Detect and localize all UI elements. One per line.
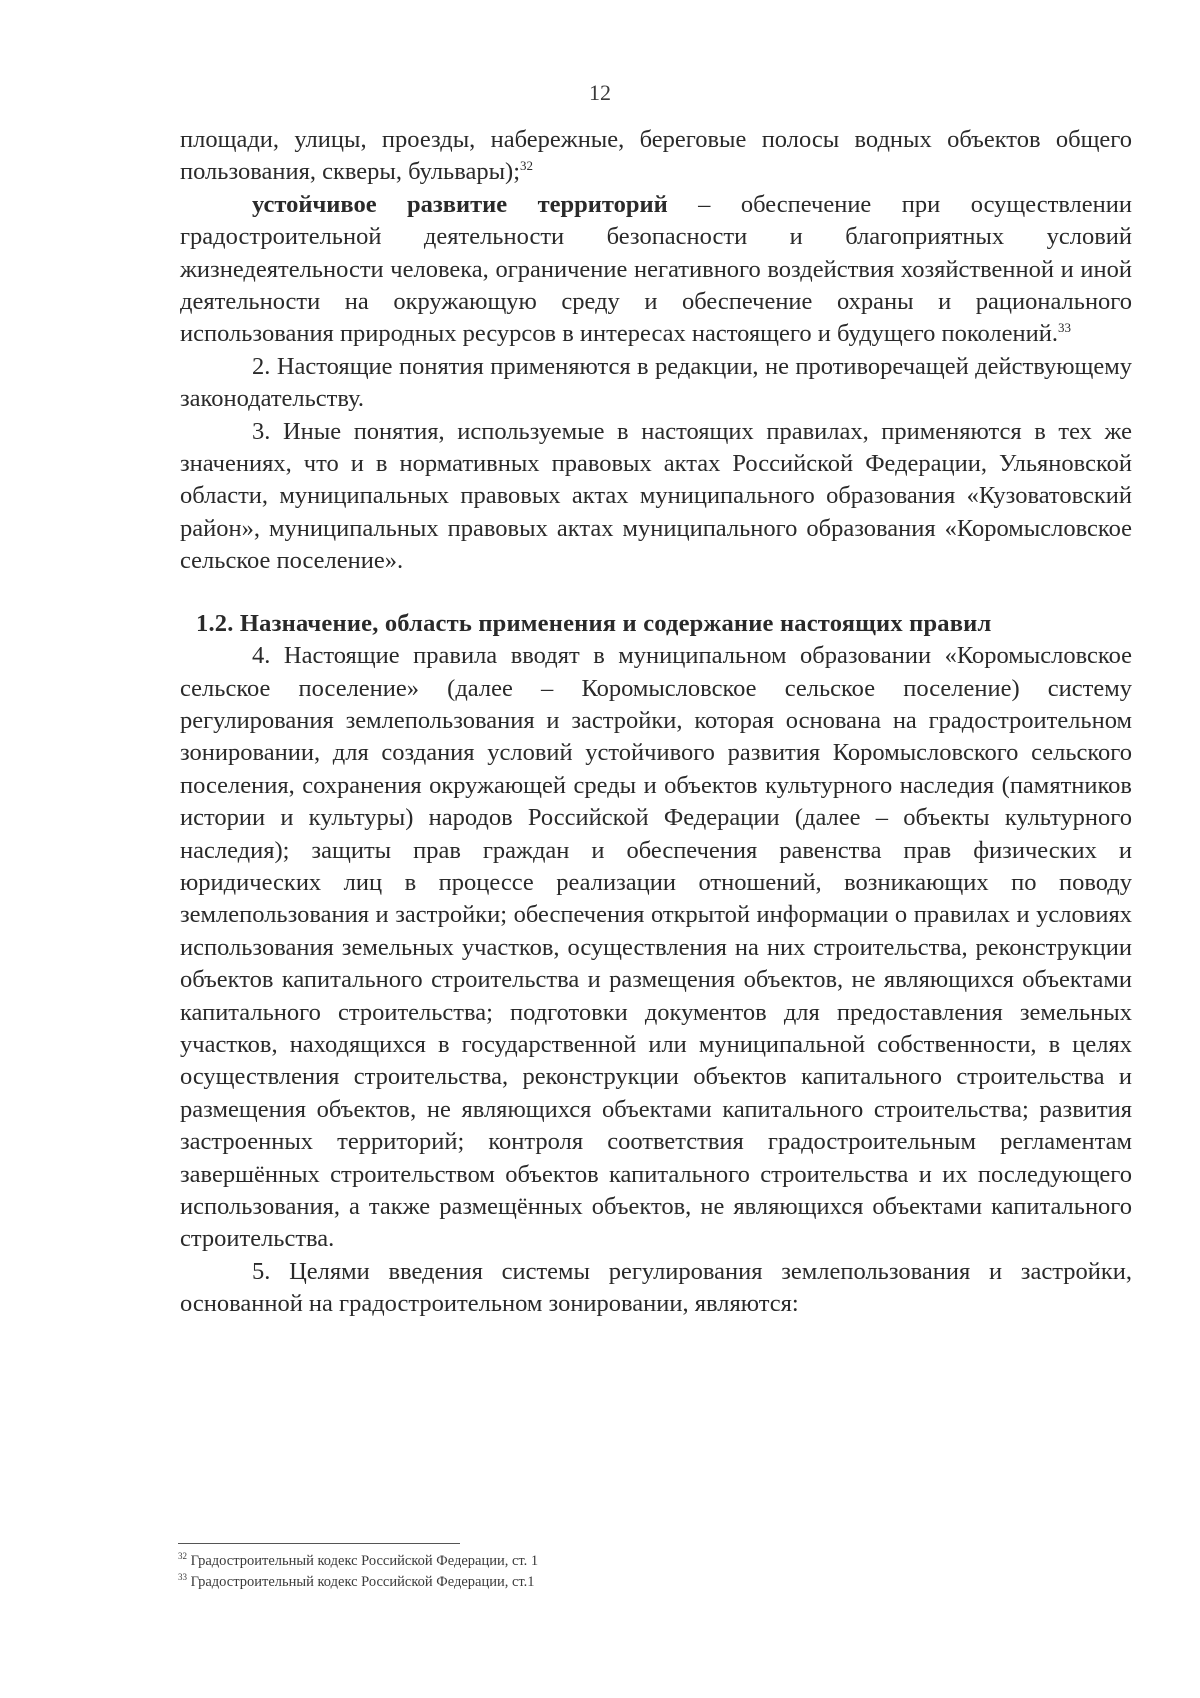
footnote-text: Градостроительный кодекс Российской Федерации, ст. 1: [187, 1553, 539, 1569]
defined-term: устойчивое развитие территорий: [252, 190, 668, 218]
page-number: 12: [589, 80, 611, 105]
definition-paragraph: [180, 189, 1132, 351]
numbered-paragraph-3: 3. Иные понятия, используемые в настоящих правилах, применяются в тех же значениях, что и в нормативных правовых актах Российской Федерации, Ульяновской области, муниципальных правовых актах муниципального образования «Кузоватовский район», муниципальных правовых актах муниципального образования «Коромысловское сельское поселение».: [180, 417, 1132, 575]
definition-text: – обеспечение при осуществлении градостроительной деятельности безопасности и благоприятных условий жизнедеятельности человека, ограничение негативного воздействия хозяйственной и иной деятельности на окружающую среду и обеспечение охраны и рационального использования природных ресурсов в интересах настоящего и будущего поколений.: [180, 190, 1132, 348]
footnote-number: 33: [178, 1572, 187, 1583]
numbered-paragraph-2: 2. Настоящие понятия применяются в редакции, не противоречащей действующему законодательству.: [180, 352, 1132, 413]
footnote: [178, 1551, 878, 1572]
footnote-ref: 33: [1057, 320, 1071, 336]
footnote-divider: [178, 1543, 460, 1544]
paragraph-continuation: [180, 124, 1132, 189]
footnote-ref: 32: [520, 158, 534, 174]
numbered-paragraph-4: 4. Настоящие правила вводят в муниципальном образовании «Коромысловское сельское поселение» (далее – Коромысловское сельское поселение) систему регулирования землепользования и застройки, которая основана на градостроительном зонировании, для создания условий устойчивого развития Коромысловского сельского поселения, сохранения окружающей среды и объектов культурного наследия (памятников истории и культуры) народов Российской Федерации (далее – объекты культурного наследия); защиты прав граждан и обеспечения равенства прав физических и юридических лиц в процессе реализации отношений, возникающих по поводу землепользования и застройки; обеспечения открытой информации о правилах и условиях использования земельных участков, осуществления на них строительства, реконструкции объектов капитального строительства и размещения объектов, не являющихся объектами капитального строительства; подготовки документов для предоставления земельных участков, находящихся в государственной или муниципальной собственности, в целях осуществления строительства, реконструкции объектов капитального строительства и размещения объектов, не являющихся объектами капитального строительства; развития застроенных территорий; контроля соответствия градостроительным регламентам завершённых строительством объектов капитального строительства и их последующего использования, а также размещённых объектов, не являющихся объектами капитального строительства.: [180, 642, 1132, 1253]
footnote-number: 32: [178, 1551, 187, 1562]
numbered-paragraph-5: 5. Целями введения системы регулирования землепользования и застройки, основанной на градостроительном зонировании, являются:: [180, 1257, 1132, 1318]
footnote-text: Градостроительный кодекс Российской Федерации, ст.1: [187, 1574, 535, 1590]
footnotes: [178, 1551, 878, 1593]
section-heading: 1.2. Назначение, область применения и содержание настоящих правил: [196, 609, 992, 637]
paragraph-text: площади, улицы, проезды, набережные, береговые полосы водных объектов общего пользования, скверы, бульвары);: [180, 126, 1132, 186]
document-body: [180, 124, 1132, 1321]
footnote: [178, 1572, 878, 1593]
